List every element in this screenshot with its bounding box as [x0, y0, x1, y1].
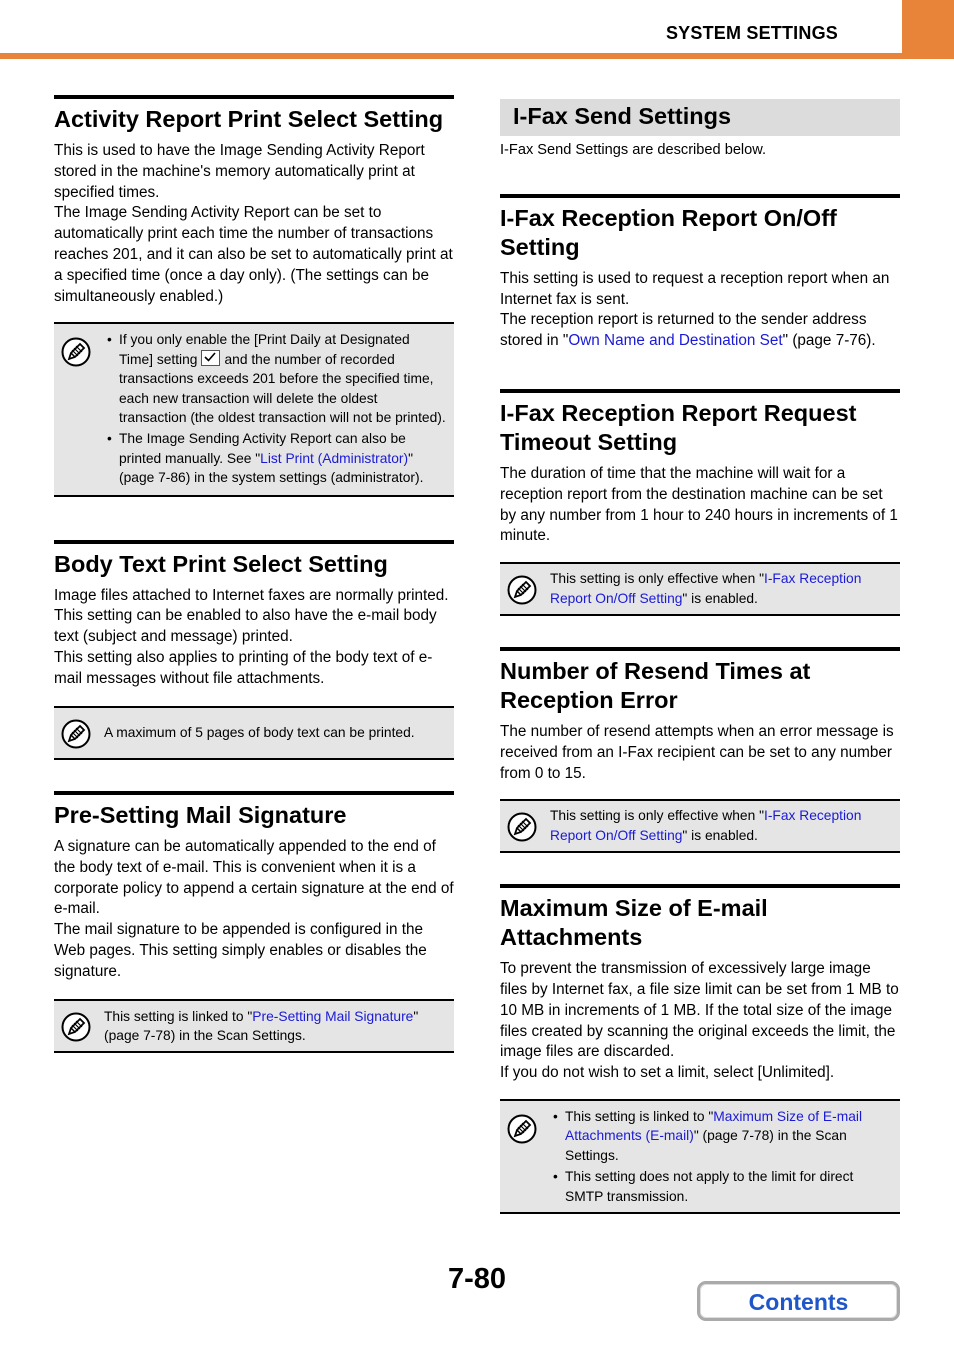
note-box: This setting is only effective when "I-Fax Reception Report On/Off Setting" is enabled.: [500, 562, 900, 616]
checkbox-checked-icon: [201, 350, 220, 366]
section-title: I-Fax Reception Report Request Timeout Setting: [500, 389, 900, 457]
paragraph: If you do not wish to set a limit, select [Unlimited].: [500, 1064, 835, 1082]
link-pre-setting-mail-signature[interactable]: Pre-Setting Mail Signature: [252, 1008, 414, 1024]
page-header: [0, 0, 902, 53]
paragraph: A signature can be automatically appended to the end of the body text of e-mail. This is convenient when it is a corporate policy to append a certain signature at the end of e-mail.: [54, 838, 454, 918]
paragraph: To prevent the transmission of excessively large image files by Internet fax, a file size limit can be set from 1 MB to 10 MB in increments of 1 MB. If the total size of the image files created by scanning the original exceeds the limit, the image files are discarded.: [500, 960, 899, 1061]
resend-times-section: [500, 647, 900, 853]
body-text-section: [54, 540, 454, 760]
chapter-tab: [902, 0, 954, 59]
link-list-print[interactable]: List Print (Administrator): [260, 450, 409, 466]
paragraph: I-Fax Send Settings are described below.: [500, 142, 767, 158]
section-title: Body Text Print Select Setting: [54, 540, 454, 579]
pencil-note-icon: [507, 575, 537, 605]
note-box: This setting is only effective when "I-Fax Reception Report On/Off Setting" is enabled.: [500, 799, 900, 853]
note-bullet: • This setting is linked to "Maximum Size of E-mail Attachments (E-mail)" (page 7-78) in the Scan Settings.: [550, 1107, 892, 1165]
section-title: I-Fax Reception Report On/Off Setting: [500, 194, 900, 262]
note-bullet: • This setting does not apply to the limit for direct SMTP transmission.: [550, 1167, 892, 1206]
note-text: A maximum of 5 pages of body text can be printed.: [104, 724, 415, 740]
link-max-size-email[interactable]: Maximum Size of E-mail Attachments (E-mail): [565, 1108, 863, 1144]
paragraph: The mail signature to be appended is configured in the Web pages. This setting simply enables or disables the signature.: [54, 921, 427, 980]
note-bullet: • The Image Sending Activity Report can also be printed manually. See "List Print (Administrator)" (page 7-86) in the system settings (administrator).: [104, 429, 446, 487]
reception-report-section: [500, 194, 900, 352]
note-box: This setting is linked to "Pre-Setting Mail Signature" (page 7-78) in the Scan Settings.: [54, 999, 454, 1054]
pencil-note-icon: [61, 1012, 91, 1042]
note-box: [54, 322, 454, 496]
link-own-name-destination[interactable]: Own Name and Destination Set: [568, 332, 783, 350]
pencil-note-icon: [507, 1114, 537, 1144]
left-column: [54, 95, 454, 1053]
ifax-send-settings-section: [500, 99, 900, 161]
note-box: [54, 706, 454, 760]
paragraph: The duration of time that the machine will wait for a reception report from the destination machine can be set by any number from 1 hour to 240 hours in increments of 1 minute.: [500, 464, 898, 545]
chapter-title: SYSTEM SETTINGS: [665, 23, 838, 43]
paragraph: Image files attached to Internet faxes are normally printed. This setting can be enabled to also have the e-mail body text (subject and message) printed.: [54, 586, 449, 646]
contents-button[interactable]: Contents: [697, 1281, 900, 1321]
paragraph: This is used to have the Image Sending Activity Report stored in the machine's memory automatically print at specified times.: [54, 142, 425, 201]
section-title: Maximum Size of E-mail Attachments: [500, 884, 900, 952]
paragraph: The Image Sending Activity Report can be set to automatically print each time the number of transactions reaches 201, and it can also be set to automatically print at a specified time (once a day only). (The settings can be simultaneously enabled.): [54, 204, 453, 305]
link-reception-report-setting[interactable]: I-Fax Reception Report On/Off Setting: [550, 571, 862, 606]
section-title: I-Fax Send Settings: [500, 99, 900, 136]
section-title: Number of Resend Times at Reception Error: [500, 647, 900, 715]
header-rule: [0, 53, 954, 59]
request-timeout-section: [500, 389, 900, 616]
section-title: Pre-Setting Mail Signature: [54, 791, 454, 830]
mail-signature-section: [54, 791, 454, 1053]
activity-report-section: [54, 95, 454, 497]
paragraph: The reception report is returned to the sender address stored in "Own Name and Destination Set" (page 7-76).: [500, 311, 876, 350]
max-attachment-size-section: [500, 884, 900, 1214]
paragraph: The number of resend attempts when an error message is received from an I-Fax recipient can be set to any number from 0 to 15.: [500, 722, 894, 782]
pencil-note-icon: [61, 337, 91, 367]
note-box: [500, 1099, 900, 1214]
page-number: 7-80: [448, 1263, 507, 1295]
paragraph: This setting also applies to printing of the body text of e-mail messages without file attachments.: [54, 649, 433, 687]
paragraph: This setting is used to request a reception report when an Internet fax is sent.: [500, 269, 890, 308]
pencil-note-icon: [507, 812, 537, 842]
link-reception-report-setting[interactable]: I-Fax Reception Report On/Off Setting: [550, 808, 862, 843]
section-title: Activity Report Print Select Setting: [54, 95, 454, 134]
note-bullet: • If you only enable the [Print Daily at Designated Time] setting and the number of recorded transactions exceeds 201 before the specified time, each new transaction will delete the oldest transaction (the oldest transaction will not be printed).: [104, 330, 446, 427]
right-column: [500, 99, 900, 1214]
pencil-note-icon: [61, 719, 91, 749]
